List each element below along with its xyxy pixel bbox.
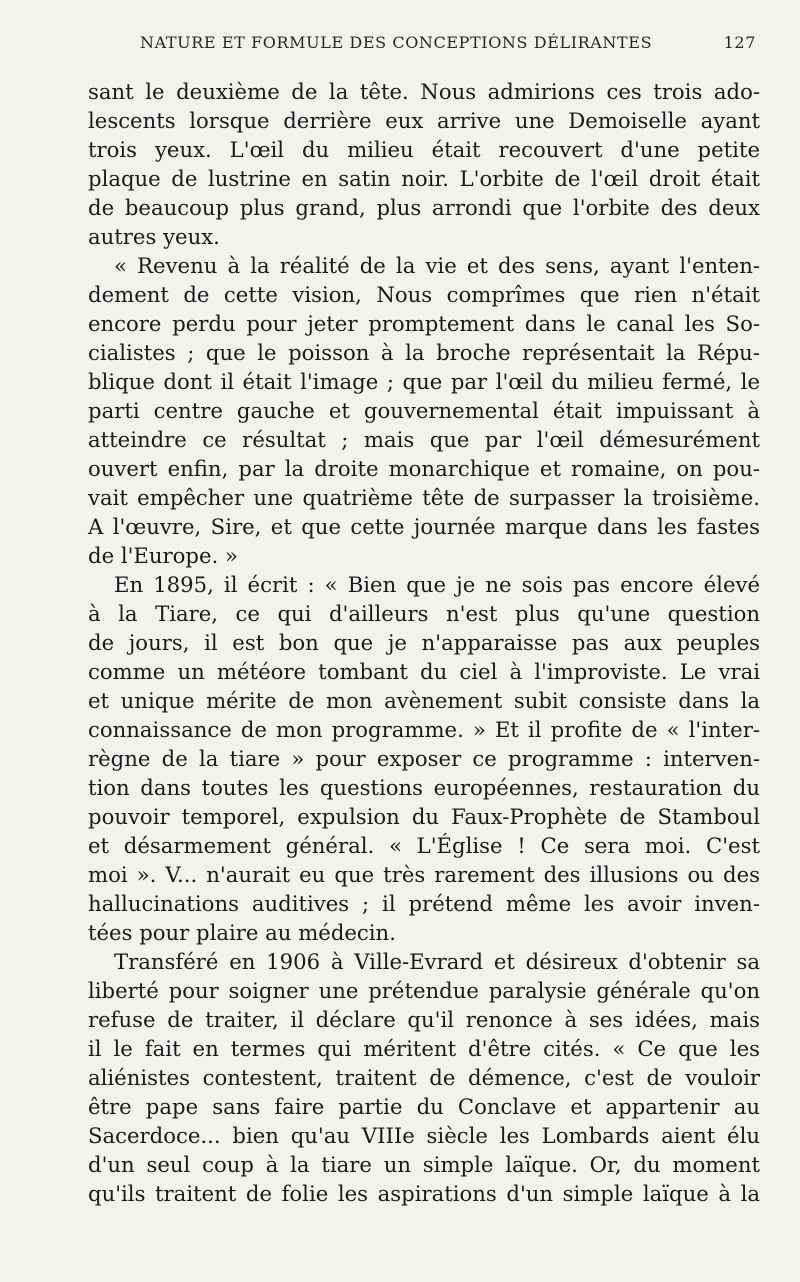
text-line: et unique mérite de mon avènement subit consiste dans la xyxy=(88,688,760,713)
text-line: trois yeux. L'œil du milieu était recouvert d'une petite xyxy=(88,137,760,162)
text-line: liberté pour soigner une prétendue paralysie générale qu'on xyxy=(88,978,760,1003)
text-line: connaissance de mon programme. » Et il profite de « l'inter- xyxy=(88,717,760,742)
text-line: d'un seul coup à la tiare un simple laïque. Or, du moment xyxy=(88,1152,760,1177)
text-line: blique dont il était l'image ; que par l'œil du milieu fermé, le xyxy=(88,369,760,394)
page-number: 127 xyxy=(723,33,756,52)
text-line: autres yeux. xyxy=(88,224,220,249)
text-line: de l'Europe. » xyxy=(88,543,238,568)
text-line: Transféré en 1906 à Ville-Evrard et désireux d'obtenir sa xyxy=(114,949,760,974)
text-line: moi ». V... n'aurait eu que très rarement des illusions ou des xyxy=(88,862,760,887)
text-line: encore perdu pour jeter promptement dans le canal les So- xyxy=(88,311,760,336)
text-line: être pape sans faire partie du Conclave et appartenir au xyxy=(88,1094,760,1119)
text-line: Sacerdoce... bien qu'au VIIIe siècle les Lombards aient élu xyxy=(88,1123,760,1148)
text-line: règne de la tiare » pour exposer ce programme : interven- xyxy=(88,746,760,771)
text-line: lescents lorsque derrière eux arrive une Demoiselle ayant xyxy=(88,108,760,133)
text-line: ouvert enfin, par la droite monarchique et romaine, on pou- xyxy=(88,456,760,481)
running-title: NATURE ET FORMULE DES CONCEPTIONS DÉLIRANTES xyxy=(140,33,653,52)
text-line: sant le deuxième de la tête. Nous admirions ces trois ado- xyxy=(88,79,760,104)
body-text xyxy=(88,77,760,1208)
running-header xyxy=(140,33,760,59)
text-line: parti centre gauche et gouvernemental était impuissant à xyxy=(88,398,760,423)
text-line: comme un météore tombant du ciel à l'improviste. Le vrai xyxy=(88,659,760,684)
text-line: cialistes ; que le poisson à la broche représentait la Répu- xyxy=(88,340,760,365)
text-line: « Revenu à la réalité de la vie et des sens, ayant l'enten- xyxy=(114,253,760,278)
text-line: A l'œuvre, Sire, et que cette journée marque dans les fastes xyxy=(88,514,760,539)
text-line: vait empêcher une quatrième tête de surpasser la troisième. xyxy=(88,485,760,510)
text-line: plaque de lustrine en satin noir. L'orbite de l'œil droit était xyxy=(88,166,760,191)
text-line: tion dans toutes les questions européennes, restauration du xyxy=(88,775,760,800)
text-line: il le fait en termes qui méritent d'être cités. « Ce que les xyxy=(88,1036,760,1061)
text-line: En 1895, il écrit : « Bien que je ne sois pas encore élevé xyxy=(114,572,760,597)
text-line: refuse de traiter, il déclare qu'il renonce à ses idées, mais xyxy=(88,1007,760,1032)
text-line: de jours, il est bon que je n'apparaisse pas aux peuples xyxy=(88,630,760,655)
text-line: pouvoir temporel, expulsion du Faux-Prophète de Stamboul xyxy=(88,804,760,829)
text-line: hallucinations auditives ; il prétend même les avoir inven- xyxy=(88,891,760,916)
text-line: et désarmement général. « L'Église ! Ce sera moi. C'est xyxy=(88,833,760,858)
text-line: à la Tiare, ce qui d'ailleurs n'est plus qu'une question xyxy=(88,601,760,626)
text-line: de beaucoup plus grand, plus arrondi que l'orbite des deux xyxy=(88,195,760,220)
text-line: dement de cette vision, Nous comprîmes que rien n'était xyxy=(88,282,760,307)
text-line: aliénistes contestent, traitent de démence, c'est de vouloir xyxy=(88,1065,760,1090)
text-line: qu'ils traitent de folie les aspirations d'un simple laïque à la xyxy=(88,1181,760,1206)
text-line: tées pour plaire au médecin. xyxy=(88,920,396,945)
text-line: atteindre ce résultat ; mais que par l'œil démesurément xyxy=(88,427,760,452)
